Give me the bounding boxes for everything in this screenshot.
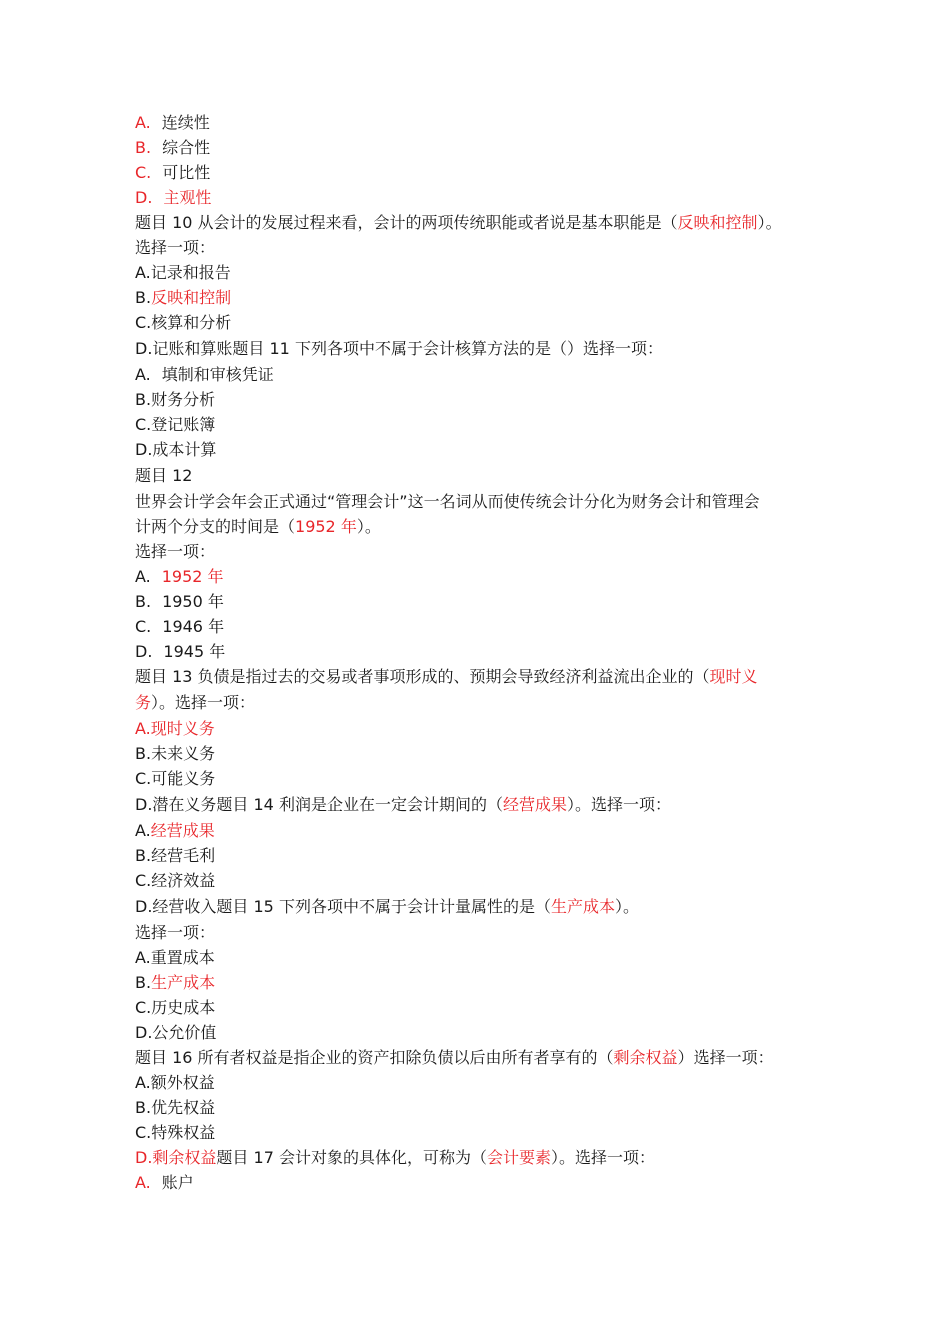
choose-one: 选择一项： bbox=[135, 542, 216, 561]
option-a: A.额外权益 bbox=[135, 1073, 215, 1092]
option-a: A.重置成本 bbox=[135, 948, 215, 967]
option-a: A. 账户 bbox=[135, 1173, 194, 1192]
option-c: C. 1946 年 bbox=[135, 617, 225, 636]
question-13: 题目 13 负债是指过去的交易或者事项形成的、预期会导致经济利益流出企业的（现时义 bbox=[135, 667, 758, 686]
option-d: D. 主观性 bbox=[135, 188, 212, 207]
option-b: B.未来义务 bbox=[135, 744, 216, 763]
question-12: 世界会计学会年会正式通过“管理会计”这一名词从而使传统会计分化为财务会计和管理会 bbox=[135, 492, 760, 511]
option-a: A. 连续性 bbox=[135, 113, 210, 132]
option-c: C.核算和分析 bbox=[135, 313, 232, 332]
option-a: A.记录和报告 bbox=[135, 263, 231, 282]
question-16: 题目 16 所有者权益是指企业的资产扣除负债以后由所有者享有的（剩余权益）选择一项： bbox=[135, 1048, 774, 1067]
option-b: B.经营毛利 bbox=[135, 846, 216, 865]
option-a: A. 填制和审核凭证 bbox=[135, 365, 274, 384]
option-c: C.经济效益 bbox=[135, 871, 216, 890]
option-a: A.经营成果 bbox=[135, 821, 215, 840]
question-13-cont: 务）。选择一项： bbox=[135, 693, 256, 712]
option-a: A. 1952 年 bbox=[135, 567, 224, 586]
option-b: B.生产成本 bbox=[135, 973, 216, 992]
option-d: D.公允价值 bbox=[135, 1023, 217, 1042]
question-11: D.记账和算账题目 11 下列各项中不属于会计核算方法的是（）选择一项： bbox=[135, 339, 663, 358]
option-c: C.可能义务 bbox=[135, 769, 216, 788]
question-12-cont: 计两个分支的时间是（1952 年）。 bbox=[135, 517, 381, 536]
option-b: B. 综合性 bbox=[135, 138, 211, 157]
option-c: C. 可比性 bbox=[135, 163, 211, 182]
option-d: D. 1945 年 bbox=[135, 642, 226, 661]
question-10: 题目 10 从会计的发展过程来看，会计的两项传统职能或者说是基本职能是（反映和控制）。 bbox=[135, 213, 782, 232]
option-a: A.现时义务 bbox=[135, 719, 215, 738]
option-c: C.历史成本 bbox=[135, 998, 216, 1017]
choose-one: 选择一项： bbox=[135, 238, 216, 257]
option-b: B.财务分析 bbox=[135, 390, 216, 409]
option-b: B.反映和控制 bbox=[135, 288, 232, 307]
document-page bbox=[135, 110, 835, 1195]
option-b: B.优先权益 bbox=[135, 1098, 216, 1117]
option-c: C.特殊权益 bbox=[135, 1123, 216, 1142]
option-d: D.成本计算 bbox=[135, 440, 217, 459]
option-b: B. 1950 年 bbox=[135, 592, 224, 611]
option-c: C.登记账簿 bbox=[135, 415, 216, 434]
question-12-heading: 题目 12 bbox=[135, 466, 193, 485]
choose-one: 选择一项： bbox=[135, 923, 216, 942]
question-14: D.潜在义务题目 14 利润是企业在一定会计期间的（经营成果）。选择一项： bbox=[135, 795, 671, 814]
question-17: D.剩余权益题目 17 会计对象的具体化，可称为（会计要素）。选择一项： bbox=[135, 1148, 655, 1167]
question-15: D.经营收入题目 15 下列各项中不属于会计计量属性的是（生产成本）。 bbox=[135, 897, 639, 916]
